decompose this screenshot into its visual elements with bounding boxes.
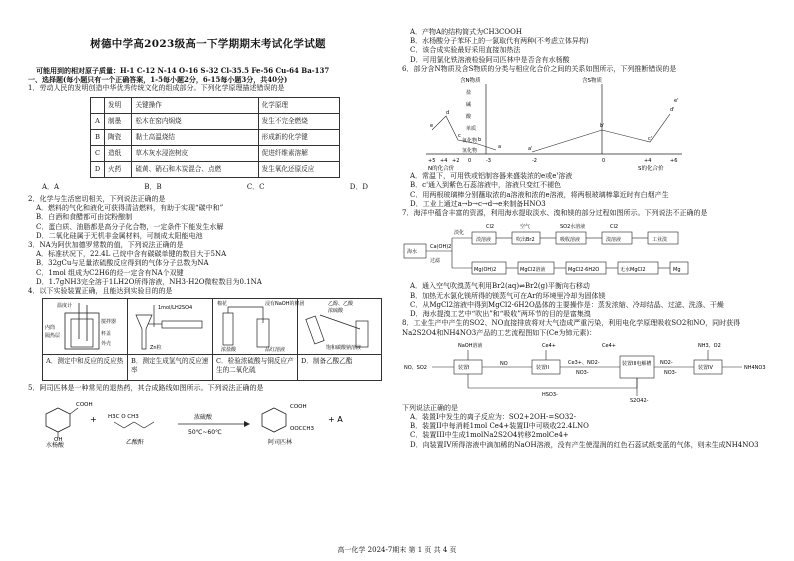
svg-text:淡溶液: 淡溶液 <box>476 237 492 244</box>
q1-options <box>28 181 388 195</box>
q3-option-d: D．1.7gNH3完全溶于1LH2O所得溶液，NH3·H2O微粒数目为0.1NA <box>36 277 262 286</box>
option-d: D．D <box>349 182 368 191</box>
shell-label: 外壳 <box>101 341 112 348</box>
svg-text:Ce4+: Ce4+ <box>542 342 556 349</box>
q7-option-b: B．加热无水氯化镁所得的镁蒸气可在Ar的环境里冷却为固体镁 <box>410 291 606 300</box>
q2-option-c: C．蛋白质、油脂都是高分子化合物，一定条件下能发生水解 <box>36 222 224 231</box>
temperature-label: 50℃~60℃ <box>188 428 222 436</box>
q3-stem: 3．NA为阿伏加德罗常数的值，下列说法正确的是 <box>28 240 184 249</box>
svg-text:H3C O CH3: H3C O CH3 <box>108 413 139 420</box>
q4-caption-a: A．测定中和反应的反应热 <box>43 355 128 380</box>
svg-text:OH: OH <box>54 436 63 443</box>
svg-text:Ca(OH)2: Ca(OH)2 <box>430 244 452 251</box>
svg-text:0: 0 <box>468 158 472 165</box>
gas-syringe-figure <box>128 299 213 355</box>
svg-text:a': a' <box>528 146 533 153</box>
svg-text:氢化物: 氢化物 <box>462 148 478 155</box>
svg-text:Mg: Mg <box>673 267 681 274</box>
q7-option-a: A．通入空气吹溴蒸气利用Br2(aq)⇌Br2(g)平衡向右移动 <box>410 282 590 291</box>
svg-text:装置I: 装置I <box>458 364 470 371</box>
svg-text:c': c' <box>648 136 653 143</box>
svg-text:NH4NO3: NH4NO3 <box>744 364 766 371</box>
q4-caption-c: C．检验浓硫酸与铜反应产生的二氧化硫 <box>213 355 298 380</box>
q8-option-a: A．装置I中发生的离子反应为：SO2+2OH-=SO32- <box>410 412 577 421</box>
q8-option-c: C．装置III中生成1molNa2S2O4转移2molCe4+ <box>410 431 569 440</box>
left-column <box>28 0 388 548</box>
q1-stem: 1．劳动人民的发明创造中华优秀传统文化的组成部分。下列化学原理描述错误的是 <box>28 84 285 93</box>
q6-stem: 6．部分含N物质及含S物质的分类与相应化合价之间的关系如图所示，下列推断错误的是 <box>402 64 677 73</box>
q5-option-b: B．水杨酸分子苯环上的一氯取代有两种(不考虑立体异构) <box>410 37 589 46</box>
q7-option-d: D．海水提溴工艺中“吹出”和“吸收”两环节的目的是富集溴 <box>410 310 591 319</box>
svg-text:c: c <box>458 133 461 140</box>
svg-text:0: 0 <box>602 158 606 165</box>
svg-text:NO: NO <box>500 360 508 367</box>
svg-text:碱: 碱 <box>466 102 472 109</box>
acid-label: 1mol/LH2SO4 <box>158 305 193 312</box>
option-a: A．A <box>42 182 60 191</box>
anhydride-label: 乙酸酐 <box>126 438 145 446</box>
svg-text:装置III电解槽: 装置III电解槽 <box>622 360 652 367</box>
table-row: 发明 关键操作 化学原理 <box>91 97 340 113</box>
q4-caption-d: D．制备乙酸乙酯 <box>301 357 353 366</box>
carbonate-label: 饱和碳酸钠溶液 <box>326 345 362 352</box>
q4-caption-b: B．测定生成氢气的反应速率 <box>128 355 213 380</box>
svg-text:+5: +5 <box>428 158 436 165</box>
q7-stem: 7．海洋中蕴含丰富的资源，利用海水提取淡水、溴和镁的部分过程如图所示。下列说法不正确的是 <box>402 209 708 218</box>
q7-option-c: C．从MgCl2溶液中得到MgCl2·6H2O晶体的主要操作是：蒸发浓缩、冷却结晶、过滤、洗涤、干燥 <box>410 300 724 309</box>
table-row: B 陶瓷 黏土高温烧结 形成新的化学键 <box>91 129 340 145</box>
svg-text:NO2-: NO2- <box>660 359 673 366</box>
inner-cup-label: 内筒 <box>45 325 56 332</box>
table-row: D 火药 硫黄、硝石和木炭混合、点燃 发生氧化还原反应 <box>91 161 340 177</box>
svg-text:SO2水溶液: SO2水溶液 <box>560 224 586 231</box>
svg-text:溴溶液: 溴溶液 <box>606 237 622 244</box>
svg-text:装置II: 装置II <box>536 364 549 371</box>
q3-option-c: C．1mol 组成为C2H6的烃一定含有NA个双键 <box>36 268 184 277</box>
svg-text:单质: 单质 <box>466 126 477 133</box>
svg-text:-2: -2 <box>532 158 537 165</box>
q2-stem: 2．化学与生活密切相关，下列说法正确的是 <box>28 194 166 203</box>
q2-option-a: A．燃料的气化和液化可获得清洁燃料，有助于实现“碳中和” <box>36 204 224 213</box>
svg-text:a: a <box>498 144 502 151</box>
q2-option-d: D．二氧化硅属于无机非金属材料，可制成太阳能电池 <box>36 231 203 240</box>
svg-text:吸收溶液: 吸收溶液 <box>560 237 581 244</box>
aspirin-label: 阿司匹林 <box>268 438 293 446</box>
insulation-label: 隔热层 <box>45 333 61 340</box>
option-b: B．B <box>144 182 162 191</box>
q5-option-d: D．可用氯化铁溶液检验阿司匹林中是否含有水杨酸 <box>410 55 570 64</box>
svg-text:空气: 空气 <box>520 224 531 231</box>
stirrer-label: 搅拌器 <box>101 319 117 326</box>
svg-text:COOH: COOH <box>76 401 93 408</box>
svg-text:装置IV: 装置IV <box>698 364 713 371</box>
svg-text:d': d' <box>670 107 675 114</box>
q6-option-a: A．常温下，可用铁或铝制容器来盛装浓的e或e'溶液 <box>410 172 573 181</box>
svg-text:NO3-: NO3- <box>576 369 589 376</box>
svg-text:b: b <box>478 137 482 144</box>
q8-option-b: B．装置II中每消耗1mol Ce4+装置II中可吸收22.4LNO <box>410 422 589 431</box>
calorimeter-figure <box>43 299 128 355</box>
q6-valence-diagram <box>402 74 774 172</box>
zinc-label: Zn粒 <box>150 345 162 352</box>
svg-text:HSO3-: HSO3- <box>542 391 558 398</box>
thermometer-label: 温度计 <box>57 303 73 310</box>
copper-acid-figure <box>213 299 305 355</box>
svg-text:MgCl2溶液: MgCl2溶液 <box>520 267 546 274</box>
svg-text:工业溴: 工业溴 <box>652 237 668 244</box>
catalyst-label: 浓硫酸 <box>194 413 213 421</box>
page-footer: 高一化学 2024-7期末 第 1 页 共 4 页 <box>337 545 457 554</box>
svg-text:NO、SO2: NO、SO2 <box>404 364 427 371</box>
svg-text:e': e' <box>674 98 679 105</box>
svg-text:COOH: COOH <box>290 403 307 410</box>
cotton-label: 棉花 <box>217 301 228 308</box>
svg-text:无水MgCl2: 无水MgCl2 <box>620 267 646 274</box>
svg-text:+2: +2 <box>452 158 460 165</box>
svg-text:+4: +4 <box>440 158 448 165</box>
q1-table <box>90 97 340 178</box>
ester-figure <box>298 299 382 355</box>
svg-text:Ce4+: Ce4+ <box>602 342 616 349</box>
n-valence-label: N的化合价 <box>428 166 455 173</box>
table-row: A 制墨 松木在窑内焖烧 发生不完全燃烧 <box>91 113 340 129</box>
table-row: C 造纸 草木灰水浸泡树皮 促进纤维素溶解 <box>91 145 340 161</box>
q7-flow-diagram <box>402 218 774 282</box>
q3-option-a: A．标准状况下，22.4L 己烷中含有碳碳单键的数目大于5NA <box>36 250 227 259</box>
salicylic-acid-label: 水杨酸 <box>46 441 65 449</box>
svg-text:S2O42-: S2O42- <box>630 397 649 404</box>
q3-option-b: B．32gCu与足量浓硫酸反应得到的气体分子总数为NA <box>36 259 209 268</box>
svg-text:海水: 海水 <box>407 249 418 256</box>
option-c: C．C <box>246 182 265 191</box>
q5-synthesis-scheme <box>28 394 388 448</box>
svg-text:Ce3+、NO2-: Ce3+、NO2- <box>568 359 600 366</box>
svg-text:氧化物: 氧化物 <box>462 138 478 145</box>
n-axis-label: 含N物质 <box>460 78 481 85</box>
section-heading: 一、选择题(每小题只有一个正确答案，1-5每小题2分，6-15每小题3分，共40分) <box>28 75 288 85</box>
q8-stem: 8．工业生产中产生的SO2、NO直接排放将对大气造成严重污染，利用电化学原理吸收SO2和NO，同时获得Na2S2O4和NH4NO3产品的工艺流程图如下(Ce为铈元素)： <box>402 319 741 337</box>
lid-label: 杯盖 <box>101 331 112 338</box>
q6-option-b: B．c'通入到紫色石蕊溶液中，溶液只变红不褪色 <box>410 181 561 190</box>
page-title: 树德中学高2023级高一下学期期末考试化学试题 <box>90 38 326 50</box>
svg-text:OOCCH3: OOCCH3 <box>290 425 314 432</box>
q5-option-c: C．该合成实验最好采用直接加热法 <box>410 46 521 55</box>
q2-option-b: B．白酒和食醋都可由淀粉酿制 <box>36 213 133 222</box>
svg-text:d: d <box>446 110 450 117</box>
svg-text:MgCl2·6H2O: MgCl2·6H2O <box>568 267 600 274</box>
q5-stem: 5．阿司匹林是一种常见的退热药，其合成路线如图所示。下列说法正确的是 <box>28 384 264 393</box>
svg-text:Cl2: Cl2 <box>486 224 495 231</box>
svg-text:盐: 盐 <box>466 90 472 97</box>
fuchsin-label: 品红溶液 <box>265 347 286 354</box>
svg-text:Cl2: Cl2 <box>610 224 619 231</box>
right-column <box>402 0 774 548</box>
svg-text:吹出Br2: 吹出Br2 <box>516 237 535 244</box>
svg-text:NaOH溶液: NaOH溶液 <box>458 342 483 349</box>
q8-flow-diagram <box>402 338 774 404</box>
svg-text:+4: +4 <box>644 158 652 165</box>
svg-text:+ A: + A <box>328 414 343 424</box>
atomic-masses: 可能用到的相对原子质量：H-1 C-12 N-14 O-16 S-32 Cl-35.5 Fe-56 Cu-64 Ba-137 <box>36 65 330 75</box>
sulfuric-label: 浓硫酸 <box>328 308 344 315</box>
svg-text:-3: -3 <box>486 158 491 165</box>
q8-tip: 下列说法正确的是 <box>402 403 458 412</box>
svg-text:NH3、O2: NH3、O2 <box>698 342 721 349</box>
svg-text:b': b' <box>600 123 605 130</box>
q8-option-d: D．向装置IV所得溶液中滴加稀的NaOH溶液，没有产生使湿润的红色石蕊试纸变蓝的气体，则未生成NH4NO3 <box>410 440 759 449</box>
svg-text:淡化: 淡化 <box>454 230 465 237</box>
q6-option-c: C．用两根玻璃棒分别蘸取浓的a溶液和浓的e溶液，将两根玻璃棒靠近时有白烟产生 <box>410 190 669 199</box>
q5-option-a: A．产物A的结构简式为CH3COOH <box>410 28 522 36</box>
svg-text:e: e <box>430 123 434 130</box>
conc-acid-label: 浓盐酸 <box>221 347 237 354</box>
ethanol-label: 乙醇、乙酸 <box>328 301 354 308</box>
plus-sign: + <box>90 414 97 424</box>
q4-apparatus-table <box>42 298 382 381</box>
svg-text:Mg(OH)2: Mg(OH)2 <box>474 267 497 274</box>
svg-text:酸: 酸 <box>466 114 472 121</box>
s-valence-label: S的化合价 <box>638 166 664 173</box>
s-axis-label: 含S物质 <box>582 78 602 85</box>
svg-text:NO3-: NO3- <box>664 369 677 376</box>
q4-stem: 4．以下实验装置正确，且能达到实验目的的是 <box>28 287 173 296</box>
q6-option-d: D．工业上通过a→b→c→d→e来制备HNO3 <box>410 199 546 208</box>
svg-text:+6: +6 <box>670 158 678 165</box>
naoh-cotton-label: 浸有NaOH的棉团 <box>265 301 305 308</box>
svg-text:过滤: 过滤 <box>430 258 441 265</box>
